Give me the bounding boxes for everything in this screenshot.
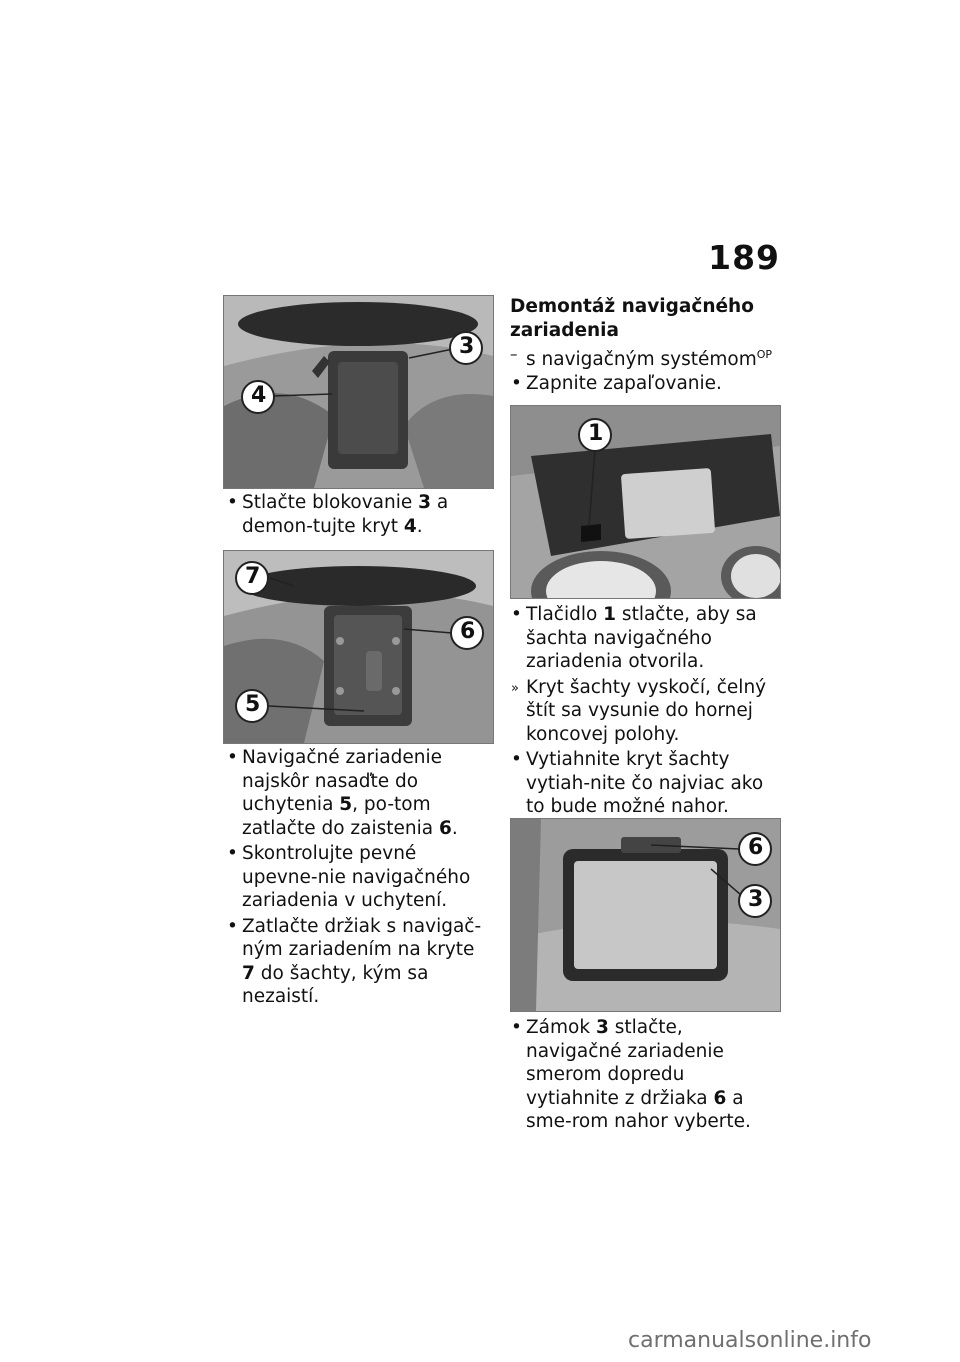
watermark-link[interactable]: carmanualsonline.info [628, 1328, 872, 1353]
step-item: • Stlačte blokovanie 3 a demon-tujte kryt 4. [226, 491, 492, 538]
step-item: • Zámok 3 stlačte, navigačné zariadenie smerom dopredu vytiahnite z držiaka 6 a sme-rom nahor vyberte. [510, 1016, 780, 1134]
step-item: • Vytiahnite kryt šachty vytiah-nite čo najviac ako to bude možné nahor. [510, 748, 785, 819]
callout-6: 6 [748, 835, 764, 860]
steps-remove-device [510, 1016, 780, 1136]
figure-lock-and-cover [223, 295, 494, 489]
step-item: • Zatlačte držiak s navigač-ným zariadením na kryte 7 do šachty, kým sa nezaistí. [226, 915, 492, 1009]
steps-ignition [510, 372, 780, 398]
figure-remove-device [510, 818, 781, 1012]
result-item: » Kryt šachty vyskočí, čelný štít sa vysunie do hornej koncovej polohy. [510, 676, 785, 747]
page-number: 189 [708, 238, 780, 277]
step-item: • Zapnite zapaľovanie. [510, 372, 780, 396]
step-item: • Skontrolujte pevné upevne-nie navigačného zariadenia v uchytení. [226, 842, 492, 913]
callout-1: 1 [588, 421, 604, 446]
callout-7: 7 [245, 564, 261, 589]
steps-remove-cover [226, 491, 492, 540]
callout-3: 3 [748, 887, 764, 912]
photo-navigation-device [511, 819, 780, 1011]
figure-holder-lock [223, 550, 494, 744]
figure-shaft-button [510, 405, 781, 599]
callout-5: 5 [245, 692, 261, 717]
section-title: Demontáž navigačného zariadenia [510, 296, 754, 341]
step-item: • Tlačidlo 1 stlačte, aby sa šachta navigačného zariadenia otvorila. [510, 603, 785, 674]
condition-line: – s navigačným systémom$^{OP}$ [510, 343, 786, 372]
photo-holder-detail [224, 551, 493, 743]
callout-6: 6 [460, 619, 476, 644]
callout-3: 3 [459, 334, 475, 359]
steps-open-shaft [510, 603, 785, 821]
callout-4: 4 [251, 383, 267, 408]
photo-instrument-cluster [511, 406, 780, 598]
steps-install [226, 746, 492, 1011]
step-item: • Navigačné zariadenie najskôr nasaďte do uchytenia 5, po-tom zatlačte do zaistenia 6. [226, 746, 492, 840]
